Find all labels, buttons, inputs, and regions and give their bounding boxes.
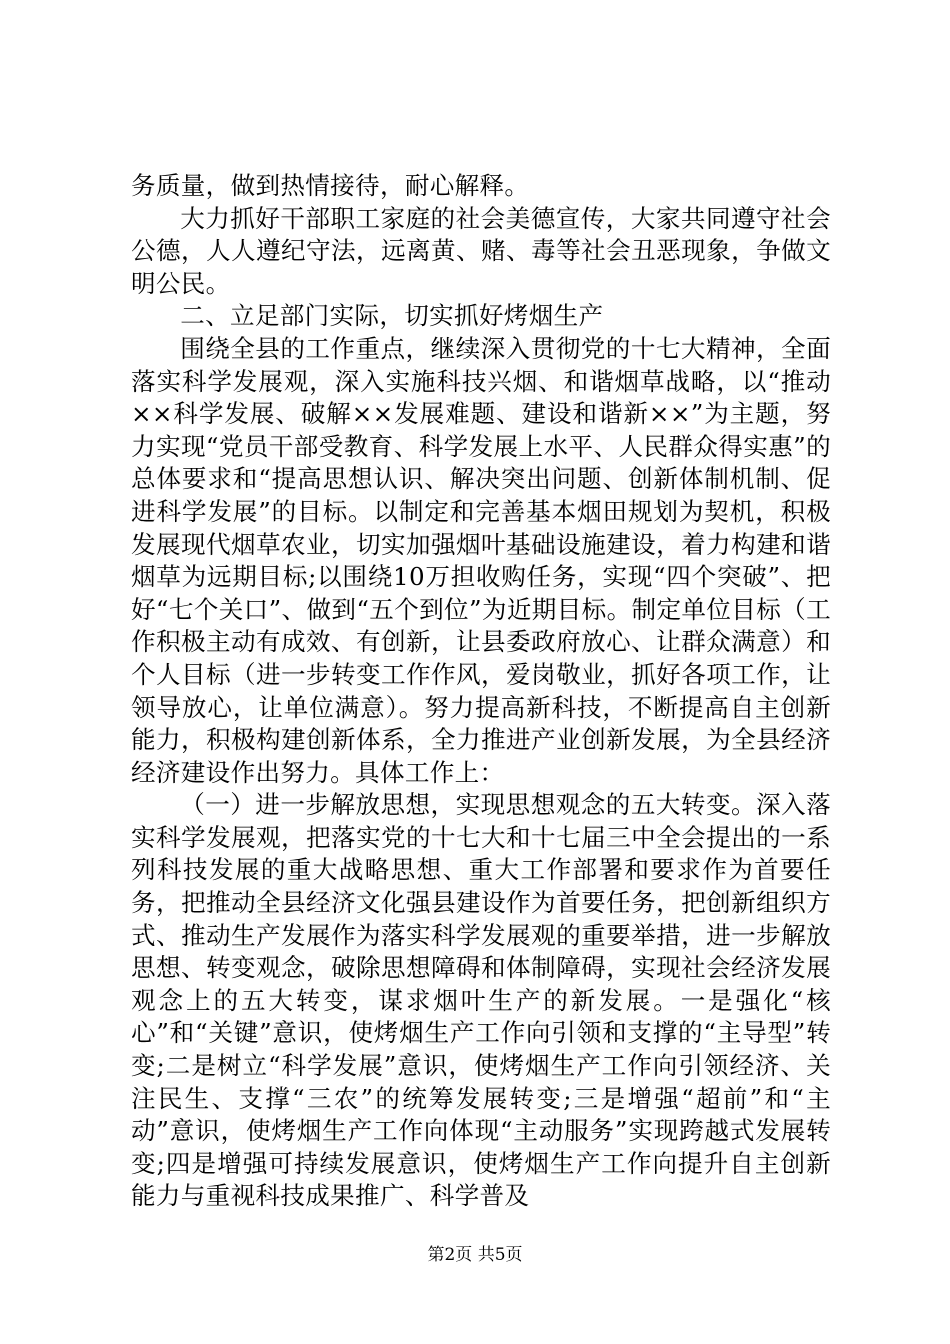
paragraph: （一）进一步解放思想，实现思想观念的五大转变。深入落实科学发展观，把落实党的十七大和十七届三中全会提出的一系列科技发展的重大战略思想、重大工作部署和要求作为首要任务，把推动全县经济文化强县建设作为首要任务，把创新组织方式、推动生产发展作为落实科学发展观的重要举措，进一步解放思想、转变观念，破除思想障碍和体制障碍，实现社会经济发展观念上的五大转变，谋求烟叶生产的新发展。一是强化“核心”和“关键”意识，使烤烟生产工作向引领和支撑的“主导型”转变;二是树立“科学发展”意识，使烤烟生产工作向引领经济、关注民生、支撑“三农”的统筹发展转变;三是增强“超前”和“主动”意识，使烤烟生产工作向体现“主动服务”实现跨越式发展转变;四是增强可持续发展意识，使烤烟生产工作向提升自主创新能力与重视科技成果推广、科学普及 [131,790,831,1211]
section-heading: 二、立足部门实际，切实抓好烤烟生产 [180,301,604,331]
paragraph: 围绕全县的工作重点，继续深入贯彻党的十七大精神，全面落实科学发展观，深入实施科技兴烟、和谐烟草战略，以“推动××科学发展、破解××发展难题、建设和谐新××”为主题，努力实现“党员干部受教育、科学发展上水平、人民群众得实惠”的总体要求和“提高思想认识、解决突出问题、创新体制机制、促进科学发展”的目标。以制定和完善基本烟田规划为契机，积极发展现代烟草农业，切实加强烟叶基础设施建设，着力构建和谐烟草为远期目标;以围绕10万担收购任务，实现“四个突破”、把好“七个关口”、做到“五个到位”为近期目标。制定单位目标（工作积极主动有成效、有创新，让县委政府放心、让群众满意）和个人目标（进一步转变工作作风，爱岗敬业，抓好各项工作，让领导放心，让单位满意）。努力提高新科技，不断提高自主创新能力，积极构建创新体系，全力推进产业创新发展，为全县经济经济建设作出努力。具体工作上： [131,333,831,787]
page-number-footer: 第2页 共5页 [427,1245,523,1265]
paragraph: 务质量，做到热情接待，耐心解释。 [131,171,530,200]
document-body [131,170,831,1213]
paragraph: 大力抓好干部职工家庭的社会美德宣传，大家共同遵守社会公德，人人遵纪守法，远离黄、赌、毒等社会丑恶现象，争做文明公民。 [131,203,831,298]
